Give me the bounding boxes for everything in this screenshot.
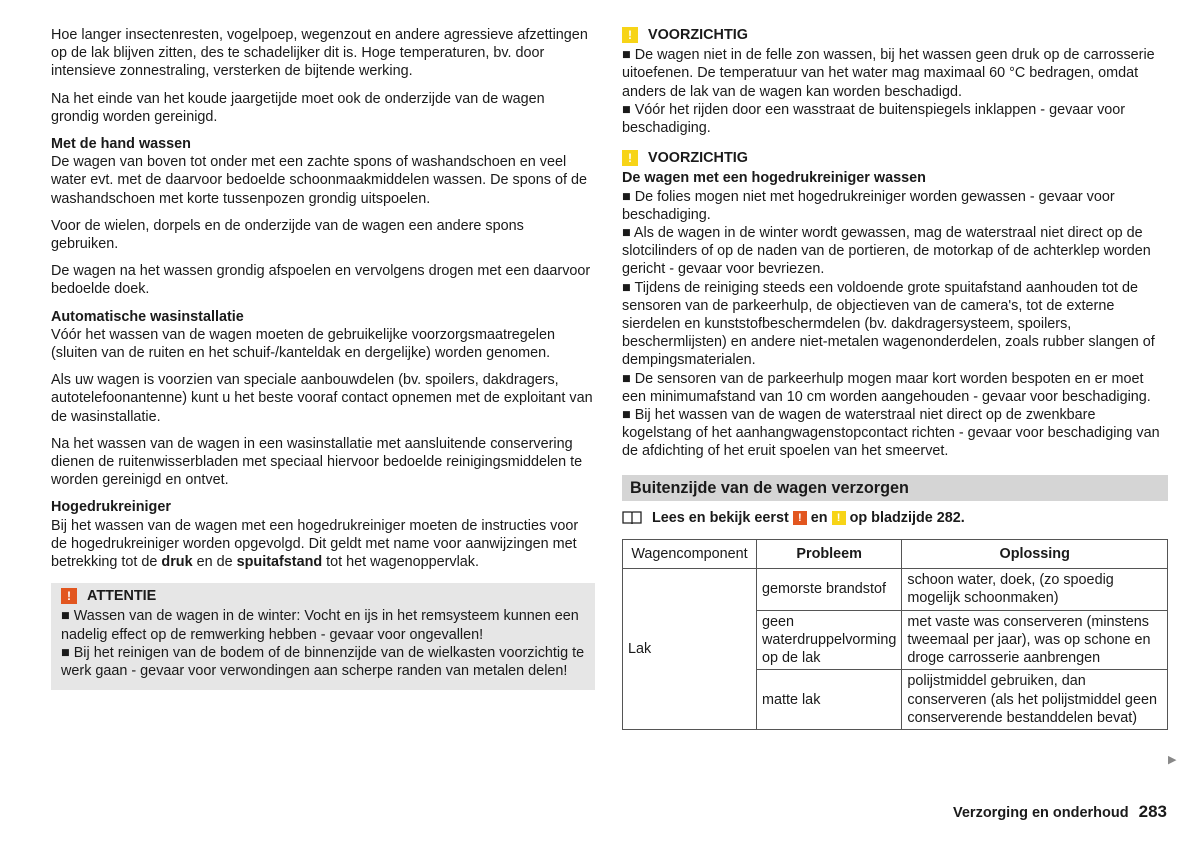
book-icon xyxy=(622,510,642,526)
ref-text-a: Lees en bekijk eerst xyxy=(652,509,789,526)
caution-bullet-text: De wagen niet in de felle zon wassen, bij het wassen geen druk op de carrosserie uitoefenen. De temperatuur van het water mag maximaal 60 °C bedragen, omdat anders de lak van de wagen kan worden beschadigd. xyxy=(622,47,1155,100)
caution-bullet: ■ De folies mogen niet met hogedrukreiniger worden gewassen - gevaar voor beschadiging. xyxy=(622,188,1115,223)
pressure-washer-heading: Hogedrukreiniger xyxy=(51,499,171,516)
table-cell-problem: gemorste brandstof xyxy=(757,569,902,610)
paragraph-wheels: Voor de wielen, dorpels en de onderzijde van de wagen een andere spons gebruiken. xyxy=(51,217,524,253)
warning-exclamation-icon: ! xyxy=(61,588,77,604)
attention-box xyxy=(51,583,595,690)
pressure-washer-text-b: en de xyxy=(192,554,237,571)
paragraph-deposits: Hoe langer insectenresten, vogelpoep, wegenzout en andere agressieve afzettingen op de lak blijven zitten, des te schadelijker dit is. Hoge temperaturen, bv. door intensieve zonnestraling, versterken de bijtende werking. xyxy=(51,27,588,80)
table-cell-solution: met vaste was conserveren (minstens tweemaal per jaar), was op schone en droge carrosserie aanbrengen xyxy=(902,610,1168,670)
ref-text-b: en xyxy=(810,509,828,526)
cross-reference xyxy=(622,509,1168,527)
right-column xyxy=(622,26,1168,730)
table-header-solution: Oplossing xyxy=(902,540,1168,569)
paragraph-underside: Na het einde van het koude jaargetijde moet ook de onderzijde van de wagen grondig worden gereinigd. xyxy=(51,90,545,125)
car-wash-text: Vóór het wassen van de wagen moeten de gebruikelijke voorzorgsmaatregelen (sluiten van de ruiten en het schuif-/kanteldak en dergelijke) worden genomen. xyxy=(51,326,555,362)
paragraph-special-parts: Als uw wagen is voorzien van speciale aanbouwdelen (bv. spoilers, dakdragers, autotelefoonantenne) kunt u het beste vooraf contact opnemen met de exploitant van de wasinstallatie. xyxy=(51,372,593,425)
paragraph-wiper-blades: Na het wassen van de wagen in een wasinstallatie met aansluitende conservering dienen de ruitenwisserbladen met speciaal hiervoor bedoelde reinigingsmiddelen te worden gereinigd en ontvet. xyxy=(51,435,583,489)
table-header-problem: Probleem xyxy=(757,540,902,569)
distance-keyword: spuitafstand xyxy=(236,554,323,571)
hand-wash-text: De wagen van boven tot onder met een zachte spons of washandschoen en veel water evt. met de daarvoor bedoelde schoonmaakmiddelen wassen. De spons of de washandschoen met korte tussenpozen grondig uitspoelen. xyxy=(51,154,587,207)
caution-title: VOORZICHTIG xyxy=(648,150,748,167)
hand-wash-heading: Met de hand wassen xyxy=(51,136,191,153)
pressure-keyword: druk xyxy=(161,554,193,571)
attention-bullet: ■ Wassen van de wagen in de winter: Vocht en ijs in het remsysteem kunnen een nadelig effect op de remwerking hebben - gevaar voor ongevallen! xyxy=(61,608,579,643)
caution-bullet-text: Vóór het rijden door een wasstraat de buitenspiegels inklappen - gevaar voor beschadiging. xyxy=(622,101,1126,137)
table-cell-component: Lak xyxy=(623,569,757,730)
page-footer xyxy=(953,803,1167,822)
attention-bullet-text: Bij het reinigen van de bodem of de binnenzijde van de wielkasten voorzichtig te werk gaan - gevaar voor verwondingen aan scherpe randen van metalen delen! xyxy=(61,644,585,680)
caution-bullet: ■ Als de wagen in de winter wordt gewassen, mag de waterstraal niet direct op de slotcilinders of op de naden van de portieren, de motorkap of de achterklep worden gericht - gevaar voor bevriezen. xyxy=(622,225,1151,278)
table-cell-problem: matte lak xyxy=(757,670,902,730)
caution-header xyxy=(622,149,1168,167)
caution-bullet: ■ De sensoren van de parkeerhulp mogen maar kort worden bespoten en er moet een minimumafstand van 10 cm worden aangehouden - gevaar voor beschadiging. xyxy=(622,370,1151,405)
caution-bullet: ■ De wagen niet in de felle zon wassen, bij het wassen geen druk op de carrosserie uitoefenen. De temperatuur van het water mag maximaal 60 °C bedragen, omdat anders de lak van de wagen kan worden beschadigd. xyxy=(622,47,1155,100)
caution-title: VOORZICHTIG xyxy=(648,27,748,43)
caution-exclamation-icon: ! xyxy=(832,511,846,525)
section-title: Buitenzijde van de wagen verzorgen xyxy=(630,478,909,497)
table-cell-solution: schoon water, doek, (zo spoedig mogelijk schoonmaken) xyxy=(902,569,1168,610)
caution-header xyxy=(622,26,1168,44)
section-car-wash xyxy=(51,308,595,363)
page-number: 283 xyxy=(1138,802,1167,821)
section-hand-wash xyxy=(51,135,595,208)
left-column xyxy=(51,26,595,690)
warning-exclamation-icon: ! xyxy=(793,511,807,525)
footer-chapter: Verzorging en onderhoud xyxy=(953,805,1129,821)
attention-bullet: ■ Bij het reinigen van de bodem of de binnenzijde van de wielkasten voorzichtig te werk gaan - gevaar voor verwondingen aan scherpe randen van metalen delen! xyxy=(61,644,585,680)
table-row xyxy=(623,569,1168,610)
continue-arrow-icon: ▶ xyxy=(1168,754,1177,766)
section-title-bar xyxy=(622,475,1168,501)
attention-bullet-text: Wassen van de wagen in de winter: Vocht en ijs in het remsysteem kunnen een nadelig effect op de remwerking hebben - gevaar voor ongevallen! xyxy=(61,608,579,643)
caution-bullet-text: De sensoren van de parkeerhulp mogen maar kort worden bespoten en er moet een minimumafstand van 10 cm worden aangehouden - gevaar voor beschadiging. xyxy=(622,370,1151,405)
caution-bullet-text: Tijdens de reiniging steeds een voldoende grote spuitafstand aanhouden tot de sensoren van de parkeerhulp, de objectieven van de camera's, tot de externe sierdelen en kunststofbeschermdelen (bv. dakdragersysteem, spoilers, beschermlijsten) en andere niet-metalen wagenonderdelen, zoals rubber slangen of dempingsmaterialen. xyxy=(622,279,1155,369)
attention-header xyxy=(61,587,585,605)
caution-exclamation-icon: ! xyxy=(622,27,638,43)
section-pressure-washer xyxy=(51,498,595,571)
caution-bullet-text: Als de wagen in de winter wordt gewassen, mag de waterstraal niet direct op de slotcilinders of op de naden van de portieren, de motorkap of de achterklep worden gericht - gevaar voor bevriezen. xyxy=(622,225,1151,278)
pressure-washer-text-c: tot het wagenoppervlak. xyxy=(322,554,479,571)
care-table xyxy=(622,539,1168,730)
caution-bullet: ■ Vóór het rijden door een wasstraat de buitenspiegels inklappen - gevaar voor beschadiging. xyxy=(622,101,1126,137)
caution-bullet-text: Bij het wassen van de wagen de waterstraal niet direct op de zwenkbare kogelstang of het aanhangwagenstopcontact richten - gevaar voor beschadiging van de afdichting of het eruit spoelen van het smeervet. xyxy=(622,407,1160,460)
caution-exclamation-icon: ! xyxy=(622,150,638,166)
table-cell-problem: geen waterdruppelvorming op de lak xyxy=(757,610,902,670)
car-wash-heading: Automatische wasinstallatie xyxy=(51,308,244,325)
attention-title: ATTENTIE xyxy=(87,588,157,605)
caution-box-1 xyxy=(622,26,1168,137)
caution-subtitle: De wagen met een hogedrukreiniger wassen xyxy=(622,170,926,187)
ref-text-c: op bladzijde 282. xyxy=(849,509,965,526)
paragraph-rinse: De wagen na het wassen grondig afspoelen en vervolgens drogen met een daarvoor bedoelde doek. xyxy=(51,263,591,298)
table-cell-solution: polijstmiddel gebruiken, dan conserveren (als het polijstmiddel geen conserverende bestanddelen bevat) xyxy=(902,670,1168,730)
pressure-washer-text-a: Bij het wassen van de wagen met een hogedrukreiniger moeten de instructies voor de hogedrukreiniger worden opgevolgd. Dit geldt met name voor aanwijzingen met betrekking tot de xyxy=(51,517,579,571)
table-header-row xyxy=(623,540,1168,569)
caution-bullet: ■ Tijdens de reiniging steeds een voldoende grote spuitafstand aanhouden tot de sensoren van de parkeerhulp, de objectieven van de camera's, tot de externe sierdelen en kunststofbeschermdelen (bv. dakdragersysteem, spoilers, beschermlijsten) en andere niet-metalen wagenonderdelen, zoals rubber slangen of dempingsmaterialen. xyxy=(622,279,1155,369)
caution-bullet: ■ Bij het wassen van de wagen de waterstraal niet direct op de zwenkbare kogelstang of het aanhangwagenstopcontact richten - gevaar voor beschadiging van de afdichting of het eruit spoelen van het smeervet. xyxy=(622,407,1160,460)
table-header-component: Wagencomponent xyxy=(623,540,757,569)
caution-bullet-text: De folies mogen niet met hogedrukreiniger worden gewassen - gevaar voor beschadiging. xyxy=(622,188,1115,223)
caution-box-2 xyxy=(622,149,1168,460)
